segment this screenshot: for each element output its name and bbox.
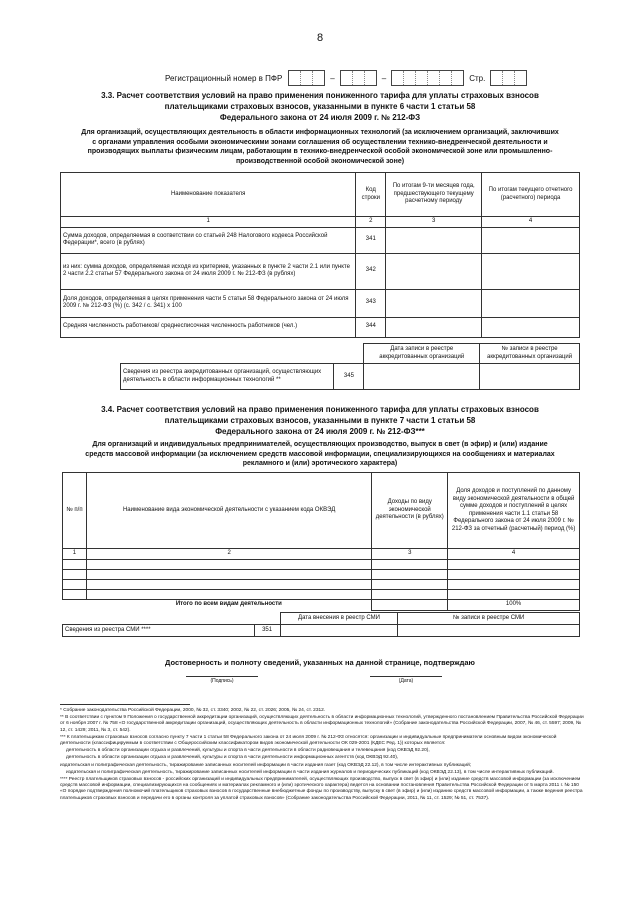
value-cell[interactable] [482,253,580,289]
value-cell[interactable] [386,253,482,289]
accredited-registry-table [120,343,580,390]
registration-line: Регистрационный номер в ПФР – – Стр. [165,70,529,86]
table-row [63,559,580,569]
smi-registry-table [62,612,580,637]
row-code: 343 [356,289,386,317]
footnote-divider [60,704,190,705]
row-name: Сумма доходов, определяемая в соответствии со статьей 248 Налогового кодекса Российской Федерации*, всего (в рублях) [61,227,356,253]
head-smi-date: Дата внесения в реестр СМИ [280,613,398,625]
total-label: Итого по всем видам деятельности [175,601,282,607]
total-row [63,599,580,610]
row-code: 341 [356,227,386,253]
row-name: из них: сумма доходов, определяемая исходя из критериев, указанных в пункте 2 части 2.1 или пункте 2 части 2.2 статьи 57 Федерального закона от 24 июля 2009 г. № 212-ФЗ (в рублях) [61,253,356,289]
page-box-group[interactable] [490,70,527,86]
table-row [61,227,580,253]
value-cell[interactable] [482,289,580,317]
table-row [61,317,580,337]
footnote: **** Реестр плательщиков страховых взносов - российских организаций и индивидуальных предпринимателей, осуществляющих производство, выпуск в свет (в эфир) и (или) издание средств массовой информации (за исключением средств массовой информации, специализирующихся на сообщениях и материалах рекламного и (или) эротического характера) ведется на основании постановления Правительства Российской Федерации от 5 марта 2011 г. № 150 «О порядке подтверждения полномочий плательщиков страховых взносов в государственные внебюджетные фонды по производству, выпуску в свет (в эфир) и (или) изданию средств массовой информации, а также ведения реестра плательщиков страховых взносов и передачи его в органы контроля за уплатой страховых взносов» (Собрание законодательства Российской Федерации, 2011, № 11, ст. 1529; № 51, ст. 7537). [60,777,583,801]
registry-number-cell[interactable] [480,364,580,390]
registration-label: Регистрационный номер в ПФР [165,73,283,83]
footnote: *** К плательщикам страховых взносов согласно пункту 7 части 1 статьи 58 Федерального закона от 24 июля 2009 г. № 212-ФЗ относятся: организации и индивидуальные предприниматели основным видом экономической деятельности (классифицируемым в соответствии с Общероссийским классификатором видов экономической деятельности ОК 029-2001 (КДЕС Ред. 1)) которых является: [60,734,557,747]
footnote: издательская и полиграфическая деятельность, тиражирование записанных носителей информации в части издания газет (код ОКВЭД 22.12), в том числе интерактивных публикаций; [60,762,472,768]
head-current-period: По итогам текущего отчетного (расчетного) периода [482,173,580,217]
reg-box-group-2[interactable] [340,70,377,86]
footnote: * Собрание законодательства Российской Федерации, 2000, № 32, ст. 3340; 2002, № 22, ст. 2026; 2005, № 24, ст. 2312. [60,708,326,713]
page-number: 8 [316,32,324,44]
head-prev-period: По итогам 9-ти месяцев года, предшествующего текущему расчетному периоду [386,173,482,217]
registry-code: 345 [334,364,364,390]
table-row [61,289,580,317]
footnote: издательская и полиграфическая деятельность, тиражирование записанных носителей информации в части издания журналов и периодических публикаций (код ОКВЭД 22.13), в том числе интерактивных публикаций. [66,769,554,775]
footnote: деятельность в области организации отдыха и развлечений, культуры и спорта в части деятельности информационных агентств (код ОКВЭД 92.40), [66,755,399,761]
head-registry-date: Дата записи в реестре аккредитованных организаций [364,344,480,364]
value-cell[interactable] [482,227,580,253]
row-code: 342 [356,253,386,289]
value-cell[interactable] [386,227,482,253]
footnotes [60,708,585,803]
smi-number-cell[interactable] [398,625,580,637]
signature-field[interactable]: (Подпись) [186,676,258,684]
footnote: ** В соответствии с пунктом 9 Положения о государственной аккредитации организаций, осуществляющих деятельность в области информационных технологий, утвержденного постановлением Правительства Российской Федерации от 6 ноября 2007 г. № 758 «О государственной аккредитации организаций, осуществляющих деятельность в области информационных технологий» (Собрание законодательства Российской Федерации, 2007, № 46, ст. 5597; 2009, № 12, ст. 1429; 2011, № 3, ст. 542). [60,715,584,733]
reg-box-group-3[interactable] [391,70,464,86]
section-3-3-subtitle: Для организаций, осуществляющих деятельность в области информационных технологий (за исключением организаций, заключивших с органами управления особыми экономическими зонами соглашения об осуществлении технико-внедренческой деятельности и производящих выплаты физическим лицам, работающим в технико-внедренческой особой экономической зоне или промышленно- производственной особой экономической зоне) [81,129,559,165]
value-cell[interactable] [386,317,482,337]
registry-date-cell[interactable] [364,364,480,390]
head-line-code: Код строки [356,173,386,217]
head-income: Доходы по виду экономической деятельности (в рублях) [372,473,448,549]
section-3-3-title: 3.3. Расчет соответствия условий на право применения пониженного тарифа для уплаты страховых взносов плательщиками страховых взносов, указанными в пункте 6 части 1 статьи 58 Федерального закона от 24 июля 2009 г. № 212-ФЗ [101,91,539,122]
smi-code: 351 [254,625,280,637]
smi-label: Сведения из реестра СМИ **** [63,625,255,637]
date-field[interactable]: (Дата) [370,676,442,684]
total-share: 100% [448,599,580,610]
table-row [61,253,580,289]
row-name: Доля доходов, определяемая в целях применения части 5 статьи 58 Федерального закона от 24 июля 2009 г. № 212-ФЗ (%) (с. 342 / с. 341) х 100 [61,289,356,317]
confirmation-text: Достоверность и полноту сведений, указанных на данной странице, подтверждаю [165,658,475,667]
total-income-cell[interactable] [372,599,448,610]
registry-label: Сведения из реестра аккредитованных организаций, осуществляющих деятельность в области информационных технологий ** [121,364,334,390]
section-3-4-table: № п/п Наименование вида экономической деятельности с указанием кода ОКВЭД Доходы по виду экономической деятельности (в рублях) Доля доходов и поступлений по данному виду экономической деятельности в общей сумме доходов и поступлений в целях применения части 1.1 статьи 58 Федерального закона от 24 июля 2009 г. № 212-ФЗ за отчетный (расчетный) период (%) 1 2 3 4 Итого по всем видам деятельности 100% [62,472,580,611]
head-indicator-name: Наименование показателя [61,173,356,217]
row-code: 344 [356,317,386,337]
section-3-4-title: 3.4. Расчет соответствия условий на право применения пониженного тарифа для уплаты страховых взносов плательщиками страховых взносов, указанными в пункте 7 части 1 статьи 58 Федерального закона от 24 июля 2009 г. № 212-ФЗ*** [101,405,539,436]
page-label: Стр. [469,73,486,83]
head-registry-number: № записи в реестре аккредитованных организаций [480,344,580,364]
table-row [63,569,580,579]
section-3-3-table: Наименование показателя Код строки По итогам 9-ти месяцев года, предшествующего текущему расчетному периоду По итогам текущего отчетного (расчетного) периода 1 2 3 4 Сумма доходов, определяемая в соответствии со статьей 248 Налогового кодекса Российской Федерации*, всего (в рублях) 341 из них: сумма доходов, определяемая исходя из критериев, указанных в пункте 2 части 2.1 или пункте 2 части 2.2 статьи 57 Федерального закона от 24 июля 2009 г. № 212-ФЗ (в рублях) 342 Доля доходов, определяемая в целях применения части 5 статьи 58 Федерального закона от 24 июля 2009 г. № 212-ФЗ (%) (с. 342 / с. 341) х 100 343 Средняя численность работников/ среднесписочная численность работников (чел.) 344 [60,172,580,338]
head-np: № п/п [63,473,87,549]
value-cell[interactable] [386,289,482,317]
smi-date-cell[interactable] [280,625,398,637]
section-3-4-subtitle: Для организаций и индивидуальных предпринимателей, осуществляющих производство, выпуск в свет (в эфир) и (или) издание средств массовой информации (за исключением средств массовой информации, специализирующихся на сообщениях и материалах рекламного и (или) эротического характера) [85,441,555,467]
value-cell[interactable] [482,317,580,337]
footnote: деятельность в области организации отдыха и развлечений, культуры и спорта в части деятельности в области радиовещания и телевещания (код ОКВЭД 92.20), [66,748,430,754]
row-name: Средняя численность работников/ среднесписочная численность работников (чел.) [61,317,356,337]
head-smi-number: № записи в реестре СМИ [398,613,580,625]
table-row [63,579,580,589]
head-income-share: Доля доходов и поступлений по данному виду экономической деятельности в общей сумме доходов и поступлений в целях применения части 1.1 статьи 58 Федерального закона от 24 июля 2009 г. № 212-ФЗ за отчетный (расчетный) период (%) [448,473,580,549]
table-row [63,589,580,599]
reg-box-group-1[interactable] [288,70,325,86]
head-activity-name: Наименование вида экономической деятельности с указанием кода ОКВЭД [86,473,371,549]
